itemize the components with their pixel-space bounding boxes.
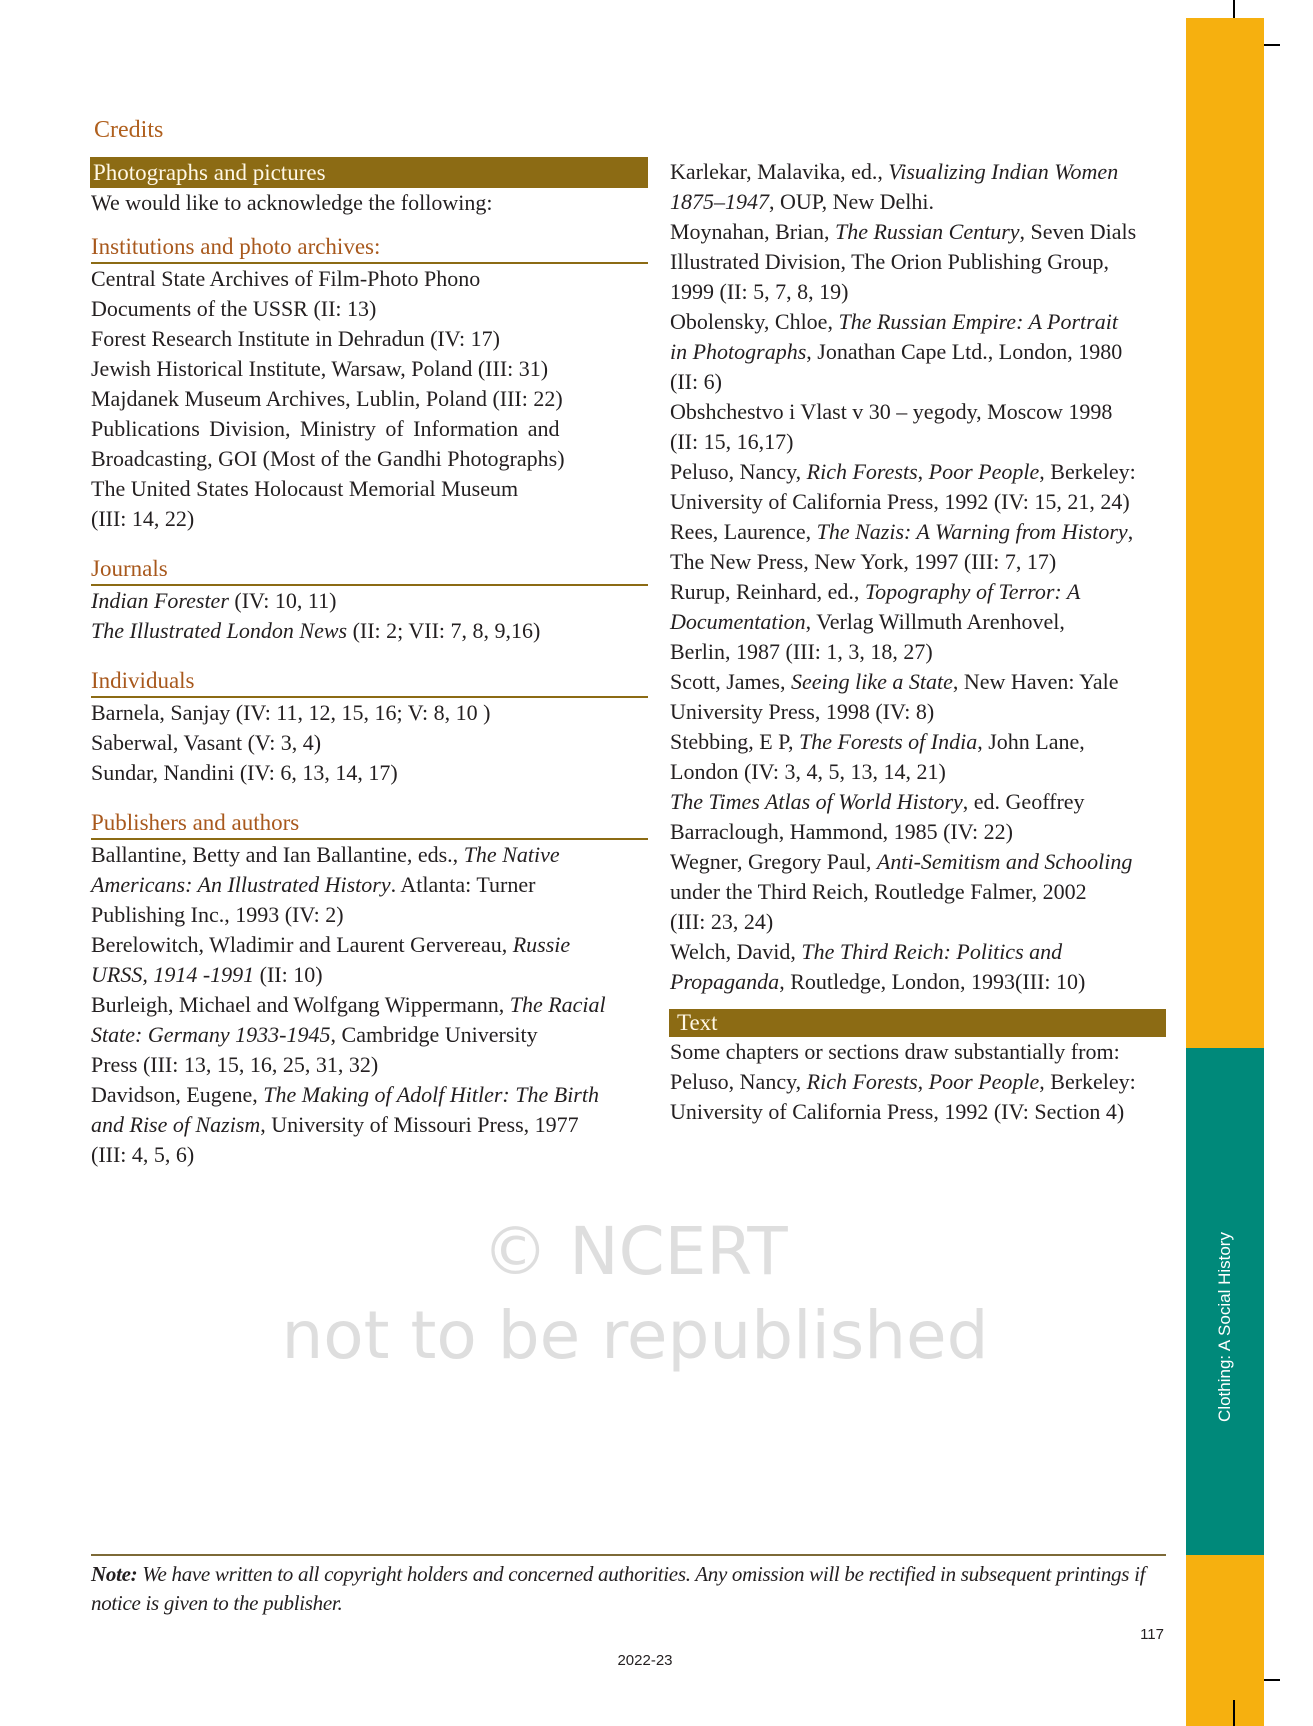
entry-line — [670, 247, 1166, 277]
entry-line — [91, 324, 648, 354]
note-label: Note: — [91, 1562, 138, 1586]
watermark — [100, 1210, 1170, 1378]
title-italic: State: Germany 1933-1945 — [91, 1022, 331, 1047]
entry-line — [670, 1067, 1166, 1097]
crop-mark — [1264, 1679, 1280, 1681]
entry-text: , John Lane, — [977, 729, 1085, 754]
entry-line — [670, 427, 1166, 457]
entry-line — [670, 667, 1166, 697]
entry-text: , — [1127, 519, 1134, 544]
entry-line — [91, 474, 648, 504]
entry-line — [91, 264, 648, 294]
copyright-note — [91, 1554, 1166, 1618]
entry-line — [670, 697, 1166, 727]
entry-text: Obolensky, Chloe, — [670, 309, 839, 334]
entry-text: Broadcasting, GOI (Most of the Gandhi Photographs) — [91, 446, 565, 471]
entry-text: Berelowitch, Wladimir and Laurent Gervereau, — [91, 932, 513, 957]
entry-line — [91, 698, 648, 728]
entry-text: . Atlanta: Turner — [390, 872, 536, 897]
intro-text: We would like to acknowledge the following: — [91, 190, 493, 215]
edition-year: 2022-23 — [617, 1652, 673, 1669]
entry-text: Majdanek Museum Archives, Lublin, Poland (III: 22) — [91, 386, 563, 411]
entry-text: (III: 23, 24) — [670, 909, 774, 934]
entry-text: Forest Research Institute in Dehradun (IV: 17) — [91, 326, 500, 351]
title-italic: Documentation — [670, 609, 806, 634]
entry-text: Some chapters or sections draw substantially from: — [670, 1039, 1120, 1064]
crop-mark — [1233, 1700, 1235, 1726]
entry-text: University Press, 1998 (IV: 8) — [670, 699, 935, 724]
entry-text: Central State Archives of Film-Photo Phono — [91, 266, 481, 291]
title-italic: The Russian Century — [834, 219, 1020, 244]
title-italic: The Times Atlas of World History — [670, 789, 963, 814]
title-italic: 1875–1947 — [670, 189, 769, 214]
entry-text: , Berkeley: — [1039, 1069, 1136, 1094]
entry-text: Saberwal, Vasant (V: 3, 4) — [91, 730, 322, 755]
title-italic: The Native — [463, 842, 560, 867]
title-italic: Seeing like a State — [791, 669, 953, 694]
entry-line — [670, 877, 1166, 907]
title-italic: Rich Forests, Poor People — [806, 1069, 1040, 1094]
entry-text: The United States Holocaust Memorial Museum — [91, 476, 519, 501]
entry-text: (III: 4, 5, 6) — [91, 1142, 195, 1167]
right-column — [670, 157, 1166, 1127]
entry-line — [91, 840, 648, 870]
entry-text: , Jonathan Cape Ltd., London, 1980 — [806, 339, 1123, 364]
entry-line — [670, 457, 1166, 487]
title-italic: The Racial — [509, 992, 606, 1017]
entry-line — [670, 967, 1166, 997]
title-italic: Indian Forester — [91, 588, 229, 613]
page-number: 117 — [1140, 1626, 1164, 1643]
entry-text: , Verlag Willmuth Arenhovel, — [805, 609, 1065, 634]
entry-line — [670, 547, 1166, 577]
entry-line — [91, 1110, 648, 1140]
entry-line — [670, 937, 1166, 967]
entry-text: Ballantine, Betty and Ian Ballantine, eds., — [91, 842, 464, 867]
entry-line — [670, 307, 1166, 337]
entry-text: (II: 10) — [254, 962, 323, 987]
title-italic: The Making of Adolf Hitler: The Birth — [263, 1082, 599, 1107]
entry-text: , Seven Dials — [1019, 219, 1137, 244]
entry-text: Karlekar, Malavika, ed., — [670, 159, 889, 184]
note-text: We have written to all copyright holders and concerned authorities. Any omission will be rectified in subsequent printings if notice is given to the publisher. — [91, 1562, 1146, 1615]
title-italic: The Nazis: A Warning from History — [816, 519, 1128, 544]
title-italic: The Russian Empire: A Portrait — [838, 309, 1118, 334]
entry-line — [91, 1020, 648, 1050]
entry-line — [670, 517, 1166, 547]
entry-line — [91, 384, 648, 414]
crop-mark — [1264, 44, 1280, 46]
title-italic: Visualizing Indian Women — [888, 159, 1119, 184]
crop-mark — [1233, 0, 1235, 18]
entry-line — [670, 157, 1166, 187]
entry-text: Rees, Laurence, — [670, 519, 817, 544]
entry-line — [670, 367, 1166, 397]
title-italic: in Photographs — [670, 339, 807, 364]
credits-title: Credits — [94, 117, 164, 143]
entry-text: , ed. Geoffrey — [962, 789, 1085, 814]
entry-line — [670, 1097, 1166, 1127]
entry-text: Davidson, Eugene, — [91, 1082, 264, 1107]
section-heading: Individuals — [91, 666, 648, 698]
entry-text: , Routledge, London, 1993(III: 10) — [779, 969, 1086, 994]
entry-line — [91, 870, 648, 900]
entry-text: Illustrated Division, The Orion Publishing Group, — [670, 249, 1109, 274]
entry-text: , OUP, New Delhi. — [769, 189, 934, 214]
publishers-list-continued — [670, 157, 1166, 997]
section-heading: Institutions and photo archives: — [91, 232, 648, 264]
title-italic: Propaganda — [670, 969, 780, 994]
entry-line — [91, 930, 648, 960]
title-italic: Americans: An Illustrated History — [91, 872, 391, 897]
entry-line — [670, 907, 1166, 937]
title-italic: The Third Reich: Politics and — [801, 939, 1063, 964]
entry-line — [670, 277, 1166, 307]
entry-text: Documents of the USSR (II: 13) — [91, 296, 377, 321]
entry-line — [91, 294, 648, 324]
entry-text: Scott, James, — [670, 669, 791, 694]
entry-text: London (IV: 3, 4, 5, 13, 14, 21) — [670, 759, 946, 784]
entry-line — [91, 990, 648, 1020]
entry-text: University of California Press, 1992 (IV: Section 4) — [670, 1099, 1125, 1124]
entry-line — [670, 1037, 1166, 1067]
entry-text: Sundar, Nandini (IV: 6, 13, 14, 17) — [91, 760, 398, 785]
entry-text: Publishing Inc., 1993 (IV: 2) — [91, 902, 344, 927]
title-italic: Poor People — [928, 459, 1040, 484]
entry-text: (II: 2; VII: 7, 8, 9,16) — [347, 618, 541, 643]
entry-line — [670, 337, 1166, 367]
entry-text: University of California Press, 1992 (IV: 15, 21, 24) — [670, 489, 1130, 514]
section-heading: Publishers and authors — [91, 808, 648, 840]
entry-line — [670, 787, 1166, 817]
entry-line — [670, 727, 1166, 757]
entry-text: (III: 14, 22) — [91, 506, 195, 531]
entry-text: , Berkeley: — [1039, 459, 1136, 484]
entry-text: , Cambridge University — [330, 1022, 538, 1047]
entry-line — [91, 1140, 648, 1170]
watermark-line: not to be republished — [281, 1297, 989, 1374]
watermark-line: © NCERT — [482, 1213, 788, 1290]
entry-text: , — [917, 459, 929, 484]
entry-text: Publications Division, Ministry of Information and — [91, 416, 560, 441]
entry-text: Obshchestvo i Vlast v 30 – yegody, Moscow 1998 — [670, 399, 1113, 424]
entry-line — [670, 817, 1166, 847]
title-italic: Rich Forests — [806, 459, 918, 484]
entry-line — [91, 354, 648, 384]
text-sources — [670, 1037, 1166, 1127]
entry-line — [91, 960, 648, 990]
section-band-photographs: Photographs and pictures — [90, 157, 648, 188]
entry-line — [91, 504, 648, 534]
title-italic: Topography of Terror: A — [864, 579, 1081, 604]
entry-text: Berlin, 1987 (III: 1, 3, 18, 27) — [670, 639, 933, 664]
entry-line — [670, 187, 1166, 217]
entry-text: Moynahan, Brian, — [670, 219, 835, 244]
entry-line — [91, 616, 648, 646]
left-column — [91, 100, 648, 1170]
credit-sections — [91, 232, 648, 1170]
entry-line — [670, 757, 1166, 787]
title-italic: and Rise of Nazism — [91, 1112, 261, 1137]
entry-line — [670, 397, 1166, 427]
entry-line — [670, 847, 1166, 877]
entry-text: Rurup, Reinhard, ed., — [670, 579, 865, 604]
entry-line — [91, 586, 648, 616]
entry-text: Peluso, Nancy, — [670, 1069, 807, 1094]
entry-text: (II: 6) — [670, 369, 722, 394]
entry-line — [91, 444, 648, 474]
entry-text: Peluso, Nancy, — [670, 459, 807, 484]
entry-text: under the Third Reich, Routledge Falmer, 2002 — [670, 879, 1087, 904]
entry-line — [670, 577, 1166, 607]
title-italic: The Forests of India — [798, 729, 978, 754]
entry-text: Wegner, Gregory Paul, — [670, 849, 877, 874]
entry-text: (II: 15, 16,17) — [670, 429, 794, 454]
entry-line — [91, 1080, 648, 1110]
entry-text: Barnela, Sanjay (IV: 11, 12, 15, 16; V: 8, 10 ) — [91, 700, 491, 725]
entry-line — [670, 607, 1166, 637]
title-italic: URSS, 1914 -1991 — [91, 962, 255, 987]
entry-text: Jewish Historical Institute, Warsaw, Poland (III: 31) — [91, 356, 549, 381]
section-heading: Journals — [91, 554, 648, 586]
entry-text: , New Haven: Yale — [952, 669, 1119, 694]
entry-text: Barraclough, Hammond, 1985 (IV: 22) — [670, 819, 1013, 844]
entry-text: (IV: 10, 11) — [228, 588, 337, 613]
title-italic: The Illustrated London News — [91, 618, 348, 643]
entry-line — [91, 758, 648, 788]
entry-line — [670, 637, 1166, 667]
entry-text: The New Press, New York, 1997 (III: 7, 17) — [670, 549, 1057, 574]
entry-text: Press (III: 13, 15, 16, 25, 31, 32) — [91, 1052, 379, 1077]
chapter-title-vertical: Clothing: A Social History — [1215, 1232, 1234, 1422]
entry-text: Burleigh, Michael and Wolfgang Wippermann, — [91, 992, 510, 1017]
title-italic: Russie — [512, 932, 571, 957]
entry-line — [91, 414, 648, 444]
title-italic: Anti-Semitism and Schooling — [876, 849, 1133, 874]
entry-text: Welch, David, — [670, 939, 802, 964]
entry-line — [670, 487, 1166, 517]
entry-text: , University of Missouri Press, 1977 — [260, 1112, 579, 1137]
entry-line — [91, 1050, 648, 1080]
section-band-text: Text — [669, 1009, 1166, 1037]
entry-line — [91, 900, 648, 930]
entry-line — [670, 217, 1166, 247]
entry-line — [91, 728, 648, 758]
entry-text: 1999 (II: 5, 7, 8, 19) — [670, 279, 849, 304]
entry-text: Stebbing, E P, — [670, 729, 799, 754]
